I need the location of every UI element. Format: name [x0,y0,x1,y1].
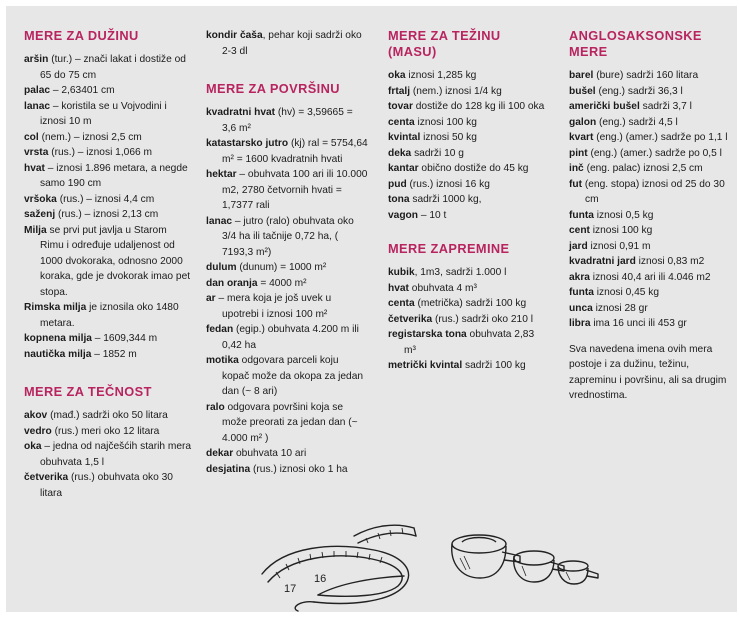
entry-term: fedan [206,324,234,335]
entry-text: se prvi put javlja u Starom Rimu i određuje udaljenost od 1000 dvokoraka, odnosno 2000 koraka, gde je dvokorak imao pet stopa. [40,224,191,298]
entry-term: dekar [206,448,234,459]
entry-text: (kj) ral = 5754,64 m² = 1600 kvadratnih hvati [222,138,368,165]
entry-term: vagon [388,209,419,221]
list-item [24,145,192,161]
list-item [206,291,368,322]
entry-term: unca [569,302,593,314]
list-item [24,223,192,301]
entry-text: (rus.) sadrži oko 210 l [432,313,533,325]
entry-text: iznosi 50 kg [420,132,477,143]
list-item [388,146,548,162]
list-item [569,177,733,208]
entry-text: (nem.) iznosi 1/4 kg [410,85,502,97]
list-item [24,470,192,501]
list-item [206,28,368,59]
entry-term: motika [206,355,239,366]
entry-text: iznosi 0,45 kg [593,287,660,298]
list-item [388,68,548,84]
entry-term: palac [24,85,51,96]
measuring-cups-icon [446,522,606,602]
list-item [206,167,368,214]
entry-term: četverika [24,472,69,483]
entry-term: tovar [388,101,413,112]
list-anglo [569,68,733,332]
section-title-povrsina: MERE ZA POVRŠINU [206,81,340,96]
entry-term: centa [388,298,415,309]
list-item [569,316,733,332]
entry-term: funta [569,209,594,221]
list-item [388,192,548,208]
list-item [388,177,548,193]
entry-text: odgovara parceli koju kopač može da okopa za jedan dan (~ 8 ari) [222,355,364,397]
entry-term: funta [569,287,594,298]
entry-term: hvat [24,162,45,174]
entry-text: (rus.) – iznosi 1,066 m [48,147,152,158]
entry-text: (tur.) – znači lakat i dostiže od 65 do 75 cm [40,54,186,81]
entry-text: iznosi 100 kg [414,116,477,128]
list-item [388,281,548,297]
list-item [569,301,733,317]
list-item [24,408,192,424]
list-item [388,208,548,224]
list-item [24,161,192,192]
entry-text: (egip.) obuhvata 4.200 m ili 0,42 ha [222,324,359,351]
entry-text: iznosi 28 gr [592,302,648,314]
entry-term: galon [569,116,597,128]
entry-term: kvadratni hvat [206,107,276,118]
list-item [569,254,733,270]
tape-label-b: 16 [314,573,327,585]
entry-term: pud [388,178,407,190]
entry-text: , pehar koji sadrži oko 2-3 dl [222,30,362,57]
list-item [569,161,733,177]
list-item [569,223,733,239]
entry-text: (eng.) (amer.) sadrže po 1,1 l [593,132,728,143]
entry-text: obuhvata 2,83 m³ [404,329,535,356]
entry-text: ima 16 unci ili 453 gr [590,318,687,329]
list-item [388,327,548,358]
list-item [24,331,192,347]
list-item [206,400,368,447]
entry-text: (rus.) meri oko 12 litara [51,425,160,437]
list-povrsina [206,105,368,477]
list-item [206,353,368,400]
list-item [388,130,548,146]
entry-term: kvart [569,132,594,143]
entry-term: Milja [24,224,47,236]
entry-term: kondir čaša [206,30,263,41]
list-item [388,115,548,131]
list-item [24,347,192,363]
tape-label-a: 17 [284,583,297,595]
entry-text: – 10 t [418,209,447,221]
entry-term: frtalj [388,85,411,97]
entry-term: hektar [206,169,237,180]
entry-text: (bure) sadrži 160 litara [593,70,699,81]
list-item [569,99,733,115]
entry-text: (dunum) = 1000 m² [236,262,327,273]
entry-term: deka [388,147,412,159]
list-item [24,99,192,130]
entry-term: katastarsko jutro [206,138,289,149]
entry-text: sadrži 3,7 l [639,101,692,112]
entry-term: kantar [388,163,419,174]
list-item [206,260,368,276]
entry-text: , 1m3, sadrži 1.000 l [414,267,507,278]
entry-term: četverika [388,313,433,325]
list-item [569,115,733,131]
column-2 [206,28,368,477]
list-tecnost [24,408,192,501]
entry-term: vršoka [24,193,57,205]
entry-term: dulum [206,262,237,273]
entry-term: lanac [206,215,233,227]
list-item [569,146,733,162]
entry-term: col [24,131,39,143]
entry-text: (eng. palac) iznosi 2,5 cm [583,163,703,174]
entry-text: obično dostiže do 45 kg [418,163,529,174]
list-item [206,276,368,292]
entry-term: vrsta [24,147,49,158]
entry-text: odgovara površini koja se može preorati za jedan dan (~ 4.000 m² ) [222,401,358,444]
list-item [388,84,548,100]
entry-term: američki bušel [569,101,640,112]
entry-term: metrički kvintal [388,360,463,371]
entry-term: jard [569,240,588,252]
list-item [569,68,733,84]
list-item [206,136,368,167]
entry-term: desjatina [206,463,251,475]
list-item [24,207,192,223]
list-item [24,192,192,208]
column-4 [569,28,733,404]
entry-term: nautička milja [24,348,92,360]
entry-text: – jutro (ralo) obuhvata oko 3/4 ha ili tačnije 0,72 ha, ( 7193,3 m²) [222,215,354,258]
entry-text: (rus.) obuhvata oko 30 litara [40,472,173,499]
column-1 [24,28,192,501]
entry-term: Rimska milja [24,302,87,313]
entry-text: (mađ.) sadrži oko 50 litara [47,410,168,421]
entry-text: (rus.) iznosi oko 1 ha [250,463,348,475]
entry-text: = 4000 m² [257,277,307,289]
anglo-note: Sva navedena imena ovih mera postoje i za dužinu, težinu, zapreminu i površinu, ali sa drugim vrednostima. [569,343,727,401]
section-title-tecnost: MERE ZA TEČNOST [24,384,152,399]
entry-text: iznosi 0,83 m2 [635,256,705,267]
entry-text: (metrička) sadrži 100 kg [414,298,527,309]
entry-term: ar [206,293,216,304]
entry-term: barel [569,70,594,81]
entry-term: vedro [24,425,52,437]
list-item [24,130,192,146]
entry-term: oka [24,441,42,452]
list-item [569,208,733,224]
entry-text: – 1609,344 m [91,333,158,344]
entry-text: obuhvata 4 m³ [408,282,477,294]
content-panel [6,6,737,612]
section-title-duzina: MERE ZA DUŽINU [24,28,139,43]
entry-text: iznosi 0,5 kg [593,209,654,221]
entry-term: pint [569,147,588,159]
section-title-anglo: ANGLOSAKSONSKE MERE [569,28,702,59]
entry-term: cent [569,225,590,236]
entry-text: (eng.) sadrži 4,5 l [596,116,678,128]
list-item [569,130,733,146]
list-item [24,52,192,83]
entry-text: dostiže do 128 kg ili 100 oka [412,101,545,112]
list-item [388,265,548,281]
entry-text: – obuhvata 100 ari ili 10.000 m2, 2780 četvornih hvati = 1,7377 rali [222,169,368,211]
entry-text: – iznosi 1.896 metara, a negde samo 190 cm [40,162,188,189]
entry-term: kvadratni jard [569,256,636,267]
entry-text: iznosi 100 kg [589,225,653,236]
list-item [388,296,548,312]
entry-term: saženj [24,209,56,220]
list-kondir [206,28,368,59]
list-item [569,239,733,255]
list-item [206,322,368,353]
entry-term: fut [569,178,583,190]
entry-term: hvat [388,282,409,294]
list-item [206,446,368,462]
list-tezina [388,68,548,223]
list-item [24,300,192,331]
entry-text: sadrži 100 kg [462,360,526,371]
list-item [206,214,368,261]
entry-term: inč [569,163,584,174]
list-item [569,84,733,100]
entry-text: (rus.) iznosi 16 kg [406,178,490,190]
entry-term: kvintal [388,132,421,143]
entry-text: iznosi 0,91 m [587,240,651,252]
list-item [206,462,368,478]
entry-text: (rus.) – iznosi 4,4 cm [56,193,155,205]
entry-term: akov [24,410,48,421]
entry-text: (hv) = 3,59665 = 3,6 m² [222,107,353,134]
section-title-tezina: MERE ZA TEŽINU (MASU) [388,28,501,59]
entry-text: je iznosila oko 1480 metara. [40,302,179,329]
list-item [569,285,733,301]
entry-text: (eng.) sadrži 36,3 l [595,85,683,97]
list-item [388,358,548,374]
entry-text: obuhvata 10 ari [233,448,307,459]
entry-term: centa [388,116,415,128]
list-item [24,83,192,99]
list-item [388,312,548,328]
entry-text: – 2,63401 cm [50,85,115,96]
entry-term: libra [569,318,591,329]
entry-term: kubik [388,267,415,278]
entry-text: – koristila se u Vojvodini i iznosi 10 m [40,100,167,127]
list-item [388,99,548,115]
entry-term: akra [569,271,590,283]
entry-term: aršin [24,54,49,65]
list-item [388,161,548,177]
entry-text: (eng. stopa) iznosi od 25 do 30 cm [582,178,725,205]
entry-term: dan oranja [206,277,258,289]
entry-text: iznosi 1,285 kg [405,70,477,81]
entry-term: registarska tona [388,329,467,340]
list-item [24,439,192,470]
entry-text: – jedna od najčešćih starih mera obuhvata 1,5 l [40,441,192,468]
entry-text: (rus.) – iznosi 2,13 cm [55,209,159,220]
entry-term: tona [388,194,410,205]
list-zapremina [388,265,548,374]
column-3 [388,28,548,374]
entry-text: – mera koja je još uvek u upotrebi i iznosi 100 m² [215,293,332,320]
entry-term: lanac [24,100,51,112]
list-duzina [24,52,192,362]
entry-text: sadrži 10 g [411,147,464,159]
entry-text: sadrži 1000 kg, [409,194,482,205]
list-item [24,424,192,440]
entry-term: bušel [569,85,596,97]
measuring-tape-icon [254,516,424,612]
entry-text: (nem.) – iznosi 2,5 cm [38,131,142,143]
entry-text: iznosi 40,4 ari ili 4.046 m2 [589,271,711,283]
entry-text: – 1852 m [91,348,137,360]
list-item [206,105,368,136]
section-title-zapremina: MERE ZAPREMINE [388,241,510,256]
list-item [569,270,733,286]
entry-text: (eng.) (amer.) sadrže po 0,5 l [587,147,722,159]
entry-term: kopnena milja [24,333,92,344]
entry-term: oka [388,70,406,81]
entry-term: ralo [206,401,225,413]
